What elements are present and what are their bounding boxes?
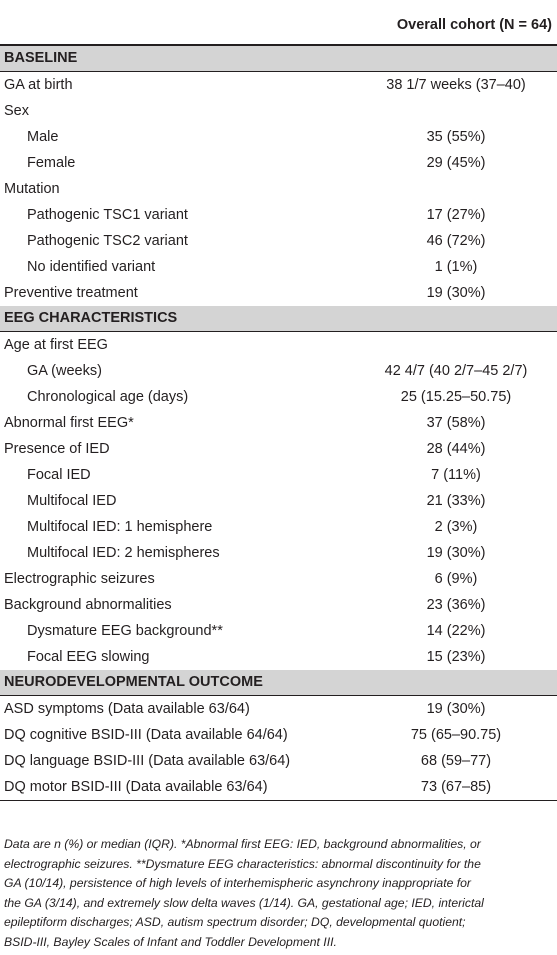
- column-header-overall-cohort: Overall cohort (N = 64): [396, 17, 552, 33]
- row-label: Multifocal IED: 1 hemisphere: [27, 519, 213, 535]
- row-label: Presence of IED: [4, 441, 110, 457]
- table-row: [0, 488, 557, 514]
- table-row: [0, 280, 557, 306]
- footnote-line: electrographic seizures. **Dysmature EEG characteristics: abnormal discontinuity for the: [4, 856, 481, 871]
- table-row: [0, 384, 557, 410]
- row-label: DQ language BSID-III (Data available 63/64): [4, 753, 291, 769]
- table-row: [0, 124, 557, 150]
- row-value: 23 (36%): [426, 597, 486, 613]
- table-header-row: [0, 0, 557, 44]
- table-row: [0, 410, 557, 436]
- table-row: [0, 566, 557, 592]
- row-value: 35 (55%): [426, 129, 486, 145]
- row-label: Electrographic seizures: [4, 571, 155, 587]
- row-label: Multifocal IED: 2 hemispheres: [27, 545, 220, 561]
- table-row: [0, 202, 557, 228]
- table-row: [0, 228, 557, 254]
- row-value: 19 (30%): [426, 545, 486, 561]
- table-body: [0, 46, 557, 801]
- table-row: [0, 696, 557, 722]
- section-title: BASELINE: [4, 50, 78, 66]
- table-row: [0, 722, 557, 748]
- row-label: Background abnormalities: [4, 597, 172, 613]
- row-label: Male: [27, 129, 59, 145]
- table-row: [0, 436, 557, 462]
- table-row: [0, 540, 557, 566]
- row-value: 37 (58%): [426, 415, 486, 431]
- row-label: Pathogenic TSC2 variant: [27, 233, 188, 249]
- row-value: 75 (65–90.75): [410, 727, 502, 743]
- table-row: [0, 644, 557, 670]
- row-label: Multifocal IED: [27, 493, 117, 509]
- table-row: [0, 748, 557, 774]
- row-value: 2 (3%): [434, 519, 478, 535]
- row-value: 73 (67–85): [420, 779, 492, 795]
- table-row: [0, 774, 557, 800]
- table-row: [0, 514, 557, 540]
- row-label: DQ motor BSID-III (Data available 63/64): [4, 779, 268, 795]
- row-label: Focal EEG slowing: [27, 649, 150, 665]
- row-value: 6 (9%): [434, 571, 478, 587]
- section-title: EEG CHARACTERISTICS: [4, 310, 178, 326]
- row-label: Chronological age (days): [27, 389, 189, 405]
- row-label: ASD symptoms (Data available 63/64): [4, 701, 250, 717]
- footnote-line: BSID-III, Bayley Scales of Infant and Toddler Development III.: [4, 934, 337, 949]
- table-footnotes: [4, 835, 552, 952]
- row-value: 29 (45%): [426, 155, 486, 171]
- table-row: [0, 462, 557, 488]
- row-value: 19 (30%): [426, 701, 486, 717]
- row-label: Focal IED: [27, 467, 91, 483]
- row-value: 21 (33%): [426, 493, 486, 509]
- row-value: 28 (44%): [426, 441, 486, 457]
- row-label: GA (weeks): [27, 363, 102, 379]
- table-row: [0, 72, 557, 98]
- row-label: No identified variant: [27, 259, 156, 275]
- table-row: [0, 332, 557, 358]
- row-label: Dysmature EEG background**: [27, 623, 223, 639]
- row-value: 17 (27%): [426, 207, 486, 223]
- table-row: [0, 358, 557, 384]
- row-label: GA at birth: [4, 77, 73, 93]
- footnote-line: Data are n (%) or median (IQR). *Abnormal first EEG: IED, background abnormalities, or: [4, 837, 481, 851]
- row-label: Mutation: [4, 181, 60, 197]
- footnote-line: epileptiform discharges; ASD, autism spectrum disorder; DQ, developmental quotient;: [4, 915, 466, 929]
- row-label: Pathogenic TSC1 variant: [27, 207, 188, 223]
- table-row: [0, 98, 557, 124]
- row-value: 14 (22%): [426, 623, 486, 639]
- row-value: 7 (11%): [431, 467, 481, 483]
- row-value: 46 (72%): [426, 233, 486, 249]
- row-label: Age at first EEG: [4, 337, 108, 353]
- section-header-row: [0, 670, 557, 695]
- section-header-row: [0, 306, 557, 331]
- row-value: 1 (1%): [434, 259, 478, 275]
- footnote-line: the GA (3/14), and extremely slow delta waves (1/14). GA, gestational age; IED, interictal: [4, 895, 484, 910]
- table-bottom-rule: [0, 800, 557, 801]
- row-label: Abnormal first EEG*: [4, 415, 134, 431]
- row-value: 38 1/7 weeks (37–40): [386, 77, 526, 93]
- row-value: 15 (23%): [426, 649, 486, 665]
- table-row: [0, 254, 557, 280]
- row-label: Sex: [4, 103, 29, 119]
- table-row: [0, 618, 557, 644]
- row-label: Female: [27, 155, 76, 171]
- table-row: [0, 592, 557, 618]
- table-row: [0, 176, 557, 202]
- section-header-row: [0, 46, 557, 71]
- row-label: DQ cognitive BSID-III (Data available 64/64): [4, 727, 288, 743]
- table-row: [0, 150, 557, 176]
- row-value: 19 (30%): [426, 285, 486, 301]
- section-title: NEURODEVELOPMENTAL OUTCOME: [4, 674, 263, 690]
- row-label: Preventive treatment: [4, 285, 138, 301]
- row-value: 42 4/7 (40 2/7–45 2/7): [384, 363, 528, 379]
- row-value: 25 (15.25–50.75): [400, 389, 512, 405]
- row-value: 68 (59–77): [420, 753, 492, 769]
- footnote-line: GA (10/14), persistence of high levels of interhemispheric asynchrony inappropriate for: [4, 876, 471, 890]
